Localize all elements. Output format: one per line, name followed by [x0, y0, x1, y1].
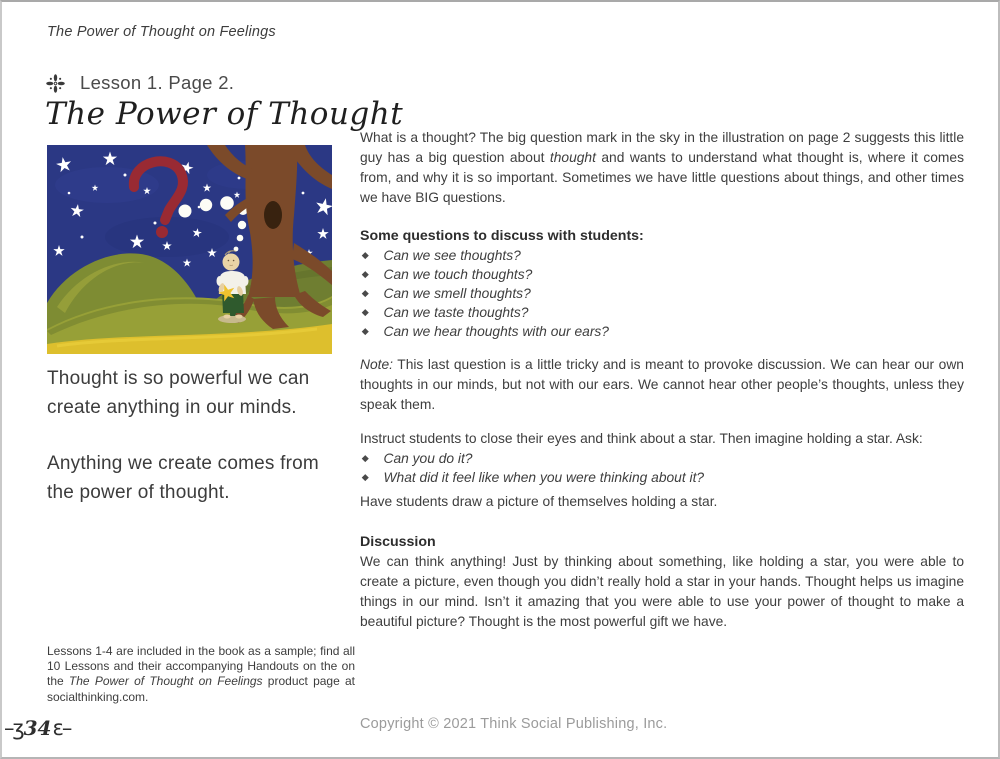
question-item — [360, 303, 964, 322]
quote-block — [47, 364, 335, 507]
question-item — [360, 246, 964, 265]
ask-question-text: What did it feel like when you were thinking about it? — [383, 470, 705, 485]
instruct-paragraph: Instruct students to close their eyes and think about a star. Then imagine holding a star. Ask: — [360, 431, 923, 446]
sample-note-book-title: The Power of Thought on Feelings — [68, 674, 263, 689]
ask-questions-list — [360, 449, 964, 487]
tree-hole — [264, 201, 282, 229]
question-text: Can we smell thoughts? — [383, 286, 531, 301]
ask-question-text: Can you do it? — [383, 451, 473, 466]
ornament-right-flourish: ɛ– — [52, 716, 71, 740]
note-label: Note: — [360, 357, 393, 372]
running-header: The Power of Thought on Feelings — [47, 24, 276, 40]
illustration-child-star-night-painting — [47, 145, 332, 354]
note-text: This last question is a little tricky and is meant to provoke discussion. We can hear our own thoughts in our minds, but not with our ears. We cannot hear other people’s thoughts, unless they speak them. — [360, 357, 964, 412]
ask-question-item — [360, 468, 964, 487]
lesson-body — [360, 128, 964, 632]
intro-italic-term: thought — [549, 150, 596, 165]
ornament-left-flourish: –ʒ — [4, 716, 23, 740]
discussion-paragraph: We can think anything! Just by thinking about something, like holding a star, you were able to create a picture, even though you didn’t really hold a star in your hands. Thought helps us imagine things in our mind. Isn’t it amazing that you were able to use your power of thought to make a beautiful picture? Thought is the most powerful gift we have. — [360, 554, 964, 629]
sample-note-text: Lessons 1-4 are included in the book as a sample; find all 10 Lessons and their accompanying Handouts on the on the — [47, 644, 355, 689]
intro-text: What is a thought? The big question mark in the sky in the illustration on page 2 suggests this little guy has a big question about — [360, 130, 964, 165]
draw-paragraph: Have students draw a picture of themselves holding a star. — [360, 494, 718, 509]
discussion-heading: Discussion — [360, 534, 436, 550]
question-text: Can we taste thoughts? — [383, 305, 529, 320]
diamond-bullet-icon — [362, 309, 368, 315]
sample-note-suffix: product page at socialthinking.com. — [47, 674, 356, 704]
diamond-bullet-icon — [362, 455, 368, 461]
page-number-ornament — [4, 716, 70, 740]
diamond-bullet-icon — [362, 290, 368, 296]
note-paragraph — [360, 355, 964, 415]
diamond-bullet-icon — [362, 474, 368, 480]
question-item — [360, 265, 964, 284]
ask-question-item — [360, 449, 964, 468]
question-text: Can we hear thoughts with our ears? — [383, 324, 609, 339]
page-title: The Power of Thought — [45, 96, 404, 132]
diamond-bullet-icon — [362, 328, 368, 334]
quote-line-1: Thought is so powerful we can create anything in our minds. — [47, 368, 310, 418]
copyright-line: Copyright © 2021 Think Social Publishing, Inc. — [360, 716, 668, 732]
page-number: 34 — [23, 716, 52, 740]
questions-heading: Some questions to discuss with students: — [360, 228, 644, 244]
lesson-label: Lesson 1. Page 2. — [80, 72, 235, 93]
sample-availability-note — [47, 644, 355, 705]
intro-paragraph — [360, 128, 964, 208]
questions-list — [360, 246, 964, 341]
question-item — [360, 284, 964, 303]
quote-line-2: Anything we create comes from the power of thought. — [47, 453, 319, 503]
question-text: Can we touch thoughts? — [383, 267, 533, 282]
fleuron-icon — [46, 74, 65, 93]
question-item — [360, 322, 964, 341]
diamond-bullet-icon — [362, 271, 368, 277]
question-text: Can we see thoughts? — [383, 248, 521, 263]
diamond-bullet-icon — [362, 252, 368, 258]
lesson-label-row — [46, 72, 234, 94]
intro-text-cont: and wants to understand what thought is, where it comes from, and why it is so important. Sometimes we have little questions about things, and other times we have BIG questions. — [360, 150, 964, 205]
